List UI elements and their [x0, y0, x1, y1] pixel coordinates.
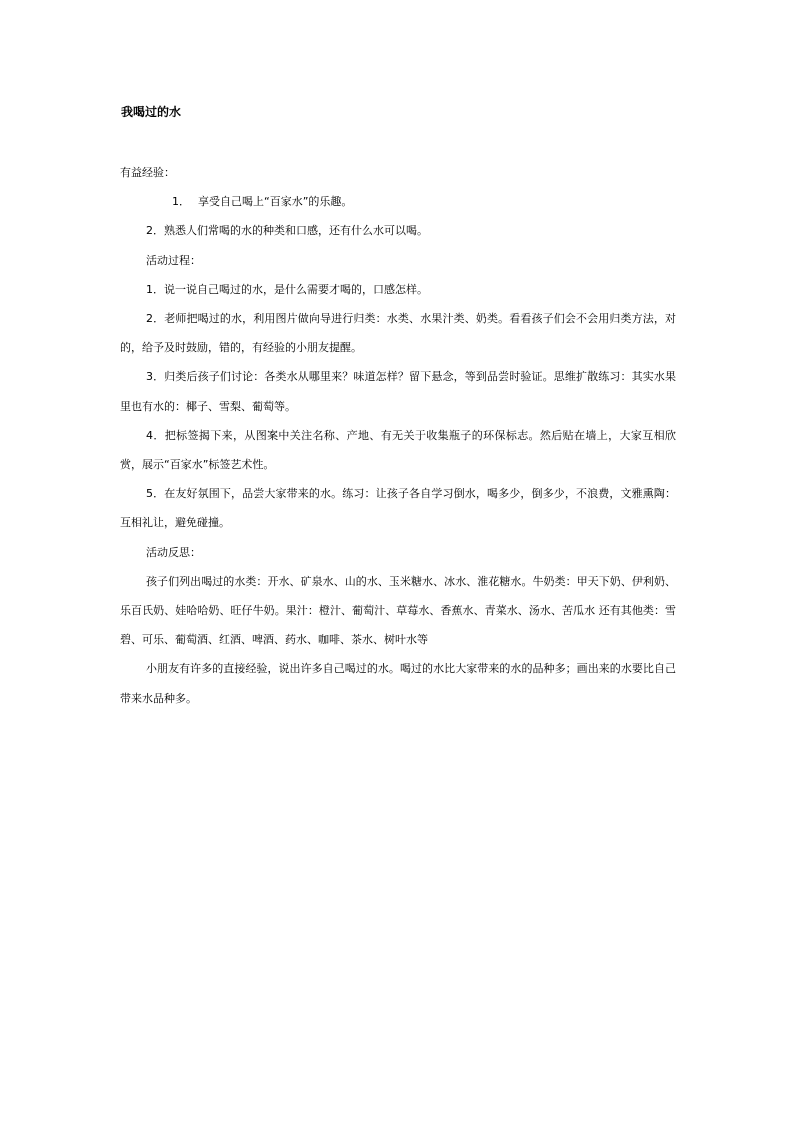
reflection-heading: 活动反思： — [146, 545, 201, 559]
reflection-paragraph-2: 小朋友有许多的直接经验，说出许多自己喝过的水。喝过的水比大家带来的水的品种多；画出来的水要比自己带来水品种多。 — [120, 662, 676, 705]
process-step-4: 4．把标签揭下来，从图案中关注名称、产地、有无关于收集瓶子的环保标志。然后贴在墙上，大家互相欣赏，展示“百家水”标签艺术性。 — [120, 428, 676, 472]
process-heading: 活动过程： — [146, 253, 201, 267]
goals-heading: 有益经验： — [120, 166, 175, 179]
process-step-5: 5．在友好氛围下，品尝大家带来的水。练习：让孩子各自学习倒水，喝多少，倒多少，不浪费，文雅熏陶：互相礼让，避免碰撞。 — [120, 487, 676, 530]
goal-item-1-text: 享受自己喝上“百家水”的乐趣。 — [198, 195, 353, 209]
reflection-paragraph-1: 孩子们列出喝过的水类：开水、矿泉水、山的水、玉米糖水、冰水、淮花糖水。牛奶类：甲天下奶、伊利奶、乐百氏奶、娃哈哈奶、旺仔牛奶。果汁：橙汁、葡萄汁、草莓水、香蕉水、青菜水、汤水、苦瓜水 还有其他类：雪碧、可乐、葡萄酒、红酒、啤酒、药水、咖啡、茶水、树叶水等 — [120, 574, 676, 647]
goal-item-1-number: 1． — [172, 195, 190, 209]
process-step-1: 1．说一说自己喝过的水，是什么需要才喝的，口感怎样。 — [146, 282, 428, 296]
document-title: 我喝过的水 — [121, 105, 182, 119]
process-step-2: 2．老师把喝过的水，利用图片做向导进行归类：水类、水果汁类、奶类。看看孩子们会不会用归类方法，对的，给予及时鼓励，错的，有经验的小朋友提醒。 — [120, 312, 676, 355]
process-step-3: 3．归类后孩子们讨论：各类水从哪里来？味道怎样？留下悬念，等到品尝时验证。思维扩散练习：其实水果里也有水的：椰子、雪梨、葡萄等。 — [120, 370, 676, 413]
goal-item-1 — [120, 187, 676, 216]
goal-item-2: 2．熟悉人们常喝的水的种类和口感，还有什么水可以喝。 — [146, 224, 428, 238]
document-body — [120, 158, 676, 713]
